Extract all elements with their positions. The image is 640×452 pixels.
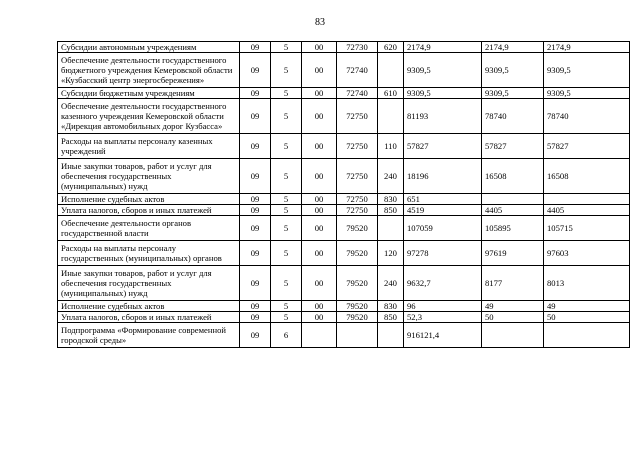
amount-2: 78740 bbox=[482, 99, 544, 134]
expense-type-code: 830 bbox=[378, 301, 404, 312]
row-name: Уплата налогов, сборов и иных платежей bbox=[58, 205, 240, 216]
section-code: 09 bbox=[240, 99, 271, 134]
program-code: 00 bbox=[302, 241, 337, 266]
table-row bbox=[58, 53, 630, 88]
expense-type-code bbox=[378, 53, 404, 88]
row-name: Расходы на выплаты персоналу казенных учреждений bbox=[58, 134, 240, 159]
expense-type-code: 850 bbox=[378, 312, 404, 323]
program-code: 00 bbox=[302, 42, 337, 53]
expense-type-code: 120 bbox=[378, 241, 404, 266]
target-code: 72740 bbox=[337, 88, 378, 99]
table-row bbox=[58, 301, 630, 312]
amount-2: 16508 bbox=[482, 159, 544, 194]
section-code: 09 bbox=[240, 205, 271, 216]
subprogram-code: 5 bbox=[271, 134, 302, 159]
expense-type-code: 610 bbox=[378, 88, 404, 99]
amount-1: 107059 bbox=[404, 216, 482, 241]
target-code: 79520 bbox=[337, 301, 378, 312]
program-code: 00 bbox=[302, 301, 337, 312]
table-row bbox=[58, 134, 630, 159]
section-code: 09 bbox=[240, 134, 271, 159]
row-name: Расходы на выплаты персоналу государственных (муниципальных) органов bbox=[58, 241, 240, 266]
expense-type-code: 830 bbox=[378, 194, 404, 205]
table-row bbox=[58, 42, 630, 53]
amount-3: 9309,5 bbox=[544, 88, 630, 99]
subprogram-code: 5 bbox=[271, 99, 302, 134]
subprogram-code: 5 bbox=[271, 312, 302, 323]
amount-2: 2174,9 bbox=[482, 42, 544, 53]
amount-3: 8013 bbox=[544, 266, 630, 301]
amount-2: 9309,5 bbox=[482, 88, 544, 99]
table-row bbox=[58, 205, 630, 216]
row-name: Исполнение судебных актов bbox=[58, 301, 240, 312]
budget-table bbox=[57, 41, 630, 348]
target-code: 79520 bbox=[337, 241, 378, 266]
table-row bbox=[58, 194, 630, 205]
target-code: 72750 bbox=[337, 194, 378, 205]
amount-3: 16508 bbox=[544, 159, 630, 194]
amount-1: 651 bbox=[404, 194, 482, 205]
program-code: 00 bbox=[302, 312, 337, 323]
table-row bbox=[58, 88, 630, 99]
expense-type-code: 110 bbox=[378, 134, 404, 159]
amount-3: 57827 bbox=[544, 134, 630, 159]
amount-1: 9309,5 bbox=[404, 53, 482, 88]
amount-2: 49 bbox=[482, 301, 544, 312]
section-code: 09 bbox=[240, 194, 271, 205]
target-code: 79520 bbox=[337, 216, 378, 241]
expense-type-code: 240 bbox=[378, 159, 404, 194]
table-row bbox=[58, 159, 630, 194]
program-code: 00 bbox=[302, 205, 337, 216]
amount-1: 9632,7 bbox=[404, 266, 482, 301]
amount-2: 4405 bbox=[482, 205, 544, 216]
amount-2: 50 bbox=[482, 312, 544, 323]
section-code: 09 bbox=[240, 301, 271, 312]
amount-1: 96 bbox=[404, 301, 482, 312]
row-name: Обеспечение деятельности органов государственной власти bbox=[58, 216, 240, 241]
amount-2 bbox=[482, 194, 544, 205]
subprogram-code: 5 bbox=[271, 216, 302, 241]
subprogram-code: 5 bbox=[271, 159, 302, 194]
amount-1: 81193 bbox=[404, 99, 482, 134]
section-code: 09 bbox=[240, 216, 271, 241]
subprogram-code: 5 bbox=[271, 266, 302, 301]
row-name: Подпрограмма «Формирование современной городской среды» bbox=[58, 323, 240, 348]
target-code: 72750 bbox=[337, 99, 378, 134]
section-code: 09 bbox=[240, 241, 271, 266]
subprogram-code: 5 bbox=[271, 301, 302, 312]
program-code: 00 bbox=[302, 266, 337, 301]
subprogram-code: 5 bbox=[271, 53, 302, 88]
target-code: 72750 bbox=[337, 134, 378, 159]
amount-2: 57827 bbox=[482, 134, 544, 159]
amount-3: 105715 bbox=[544, 216, 630, 241]
amount-3: 4405 bbox=[544, 205, 630, 216]
expense-type-code: 240 bbox=[378, 266, 404, 301]
target-code: 79520 bbox=[337, 312, 378, 323]
page-number: 83 bbox=[315, 17, 325, 28]
table-row bbox=[58, 241, 630, 266]
expense-type-code: 850 bbox=[378, 205, 404, 216]
expense-type-code: 620 bbox=[378, 42, 404, 53]
amount-3 bbox=[544, 323, 630, 348]
amount-2: 105895 bbox=[482, 216, 544, 241]
amount-3: 97603 bbox=[544, 241, 630, 266]
program-code bbox=[302, 323, 337, 348]
row-name: Субсидии автономным учреждениям bbox=[58, 42, 240, 53]
section-code: 09 bbox=[240, 42, 271, 53]
table-row bbox=[58, 216, 630, 241]
expense-type-code bbox=[378, 216, 404, 241]
section-code: 09 bbox=[240, 266, 271, 301]
program-code: 00 bbox=[302, 88, 337, 99]
subprogram-code: 5 bbox=[271, 42, 302, 53]
row-name: Исполнение судебных актов bbox=[58, 194, 240, 205]
expense-type-code bbox=[378, 99, 404, 134]
amount-1: 4519 bbox=[404, 205, 482, 216]
amount-1: 57827 bbox=[404, 134, 482, 159]
program-code: 00 bbox=[302, 159, 337, 194]
table-row bbox=[58, 266, 630, 301]
amount-1: 97278 bbox=[404, 241, 482, 266]
amount-1: 916121,4 bbox=[404, 323, 482, 348]
program-code: 00 bbox=[302, 53, 337, 88]
row-name: Обеспечение деятельности государственного бюджетного учреждения Кемеровской области «Кузбасский центр энергосбережения» bbox=[58, 53, 240, 88]
amount-2: 9309,5 bbox=[482, 53, 544, 88]
target-code: 79520 bbox=[337, 266, 378, 301]
amount-2 bbox=[482, 323, 544, 348]
subprogram-code: 5 bbox=[271, 241, 302, 266]
target-code: 72740 bbox=[337, 53, 378, 88]
amount-2: 97619 bbox=[482, 241, 544, 266]
row-name: Иные закупки товаров, работ и услуг для обеспечения государственных (муниципальных) нужд bbox=[58, 266, 240, 301]
section-code: 09 bbox=[240, 323, 271, 348]
row-name: Иные закупки товаров, работ и услуг для обеспечения государственных (муниципальных) нужд bbox=[58, 159, 240, 194]
amount-3: 49 bbox=[544, 301, 630, 312]
amount-3: 2174,9 bbox=[544, 42, 630, 53]
target-code: 72730 bbox=[337, 42, 378, 53]
row-name: Субсидии бюджетным учреждениям bbox=[58, 88, 240, 99]
amount-1: 2174,9 bbox=[404, 42, 482, 53]
section-code: 09 bbox=[240, 159, 271, 194]
table-row bbox=[58, 323, 630, 348]
table-row bbox=[58, 99, 630, 134]
section-code: 09 bbox=[240, 88, 271, 99]
section-code: 09 bbox=[240, 312, 271, 323]
subprogram-code: 6 bbox=[271, 323, 302, 348]
amount-3 bbox=[544, 194, 630, 205]
program-code: 00 bbox=[302, 99, 337, 134]
row-name: Обеспечение деятельности государственного казенного учреждения Кемеровской области «Дирекция автомобильных дорог Кузбасса» bbox=[58, 99, 240, 134]
section-code: 09 bbox=[240, 53, 271, 88]
subprogram-code: 5 bbox=[271, 194, 302, 205]
table-row bbox=[58, 312, 630, 323]
target-code bbox=[337, 323, 378, 348]
amount-1: 9309,5 bbox=[404, 88, 482, 99]
amount-2: 8177 bbox=[482, 266, 544, 301]
amount-1: 18196 bbox=[404, 159, 482, 194]
amount-3: 78740 bbox=[544, 99, 630, 134]
program-code: 00 bbox=[302, 134, 337, 159]
amount-3: 9309,5 bbox=[544, 53, 630, 88]
row-name: Уплата налогов, сборов и иных платежей bbox=[58, 312, 240, 323]
target-code: 72750 bbox=[337, 205, 378, 216]
expense-type-code bbox=[378, 323, 404, 348]
target-code: 72750 bbox=[337, 159, 378, 194]
subprogram-code: 5 bbox=[271, 205, 302, 216]
amount-3: 50 bbox=[544, 312, 630, 323]
program-code: 00 bbox=[302, 216, 337, 241]
subprogram-code: 5 bbox=[271, 88, 302, 99]
program-code: 00 bbox=[302, 194, 337, 205]
amount-1: 52,3 bbox=[404, 312, 482, 323]
